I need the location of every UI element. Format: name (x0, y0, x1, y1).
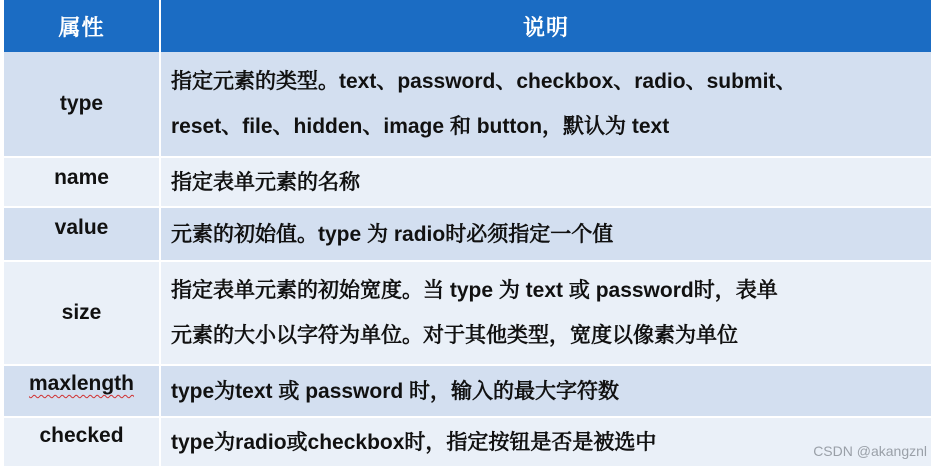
desc-line: 指定表单元素的初始宽度。当 type 为 text 或 password时，表单 (171, 279, 778, 302)
attr-cell (4, 365, 160, 417)
desc-line: reset、file、hidden、image 和 button，默认为 text (171, 115, 670, 138)
attr-cell: checked (4, 417, 160, 467)
desc-line: 元素的初始值。type 为 radio时必须指定一个值 (171, 222, 614, 246)
attr-cell: value (4, 207, 160, 261)
table-row (4, 157, 931, 207)
desc-line: type为radio或checkbox时，指定按钮是否是被选中 (171, 430, 657, 454)
header-description: 说明 (160, 0, 931, 52)
desc-cell (160, 365, 931, 417)
desc-line: type为text 或 password 时，输入的最大字符数 (171, 379, 620, 403)
table-row (4, 207, 931, 261)
attr-cell: name (4, 157, 160, 207)
desc-cell (160, 52, 931, 157)
attr-cell: type (4, 52, 160, 157)
table-header-row (4, 0, 931, 52)
table-row (4, 417, 931, 467)
desc-cell (160, 417, 931, 467)
header-attribute: 属性 (4, 0, 160, 52)
attr-cell: size (4, 261, 160, 365)
table-row (4, 261, 931, 365)
table-row (4, 365, 931, 417)
desc-line: 元素的大小以字符为单位。对于其他类型，宽度以像素为单位 (171, 324, 738, 347)
desc-cell (160, 207, 931, 261)
desc-cell (160, 261, 931, 365)
watermark: CSDN @akangznl (813, 443, 927, 459)
desc-line: 指定元素的类型。text、password、checkbox、radio、submit、 (171, 70, 797, 93)
attribute-table (4, 0, 931, 467)
desc-cell (160, 157, 931, 207)
desc-line: 指定表单元素的名称 (171, 170, 360, 194)
attr-cell-text: maxlength (28, 372, 135, 395)
table-row (4, 52, 931, 157)
